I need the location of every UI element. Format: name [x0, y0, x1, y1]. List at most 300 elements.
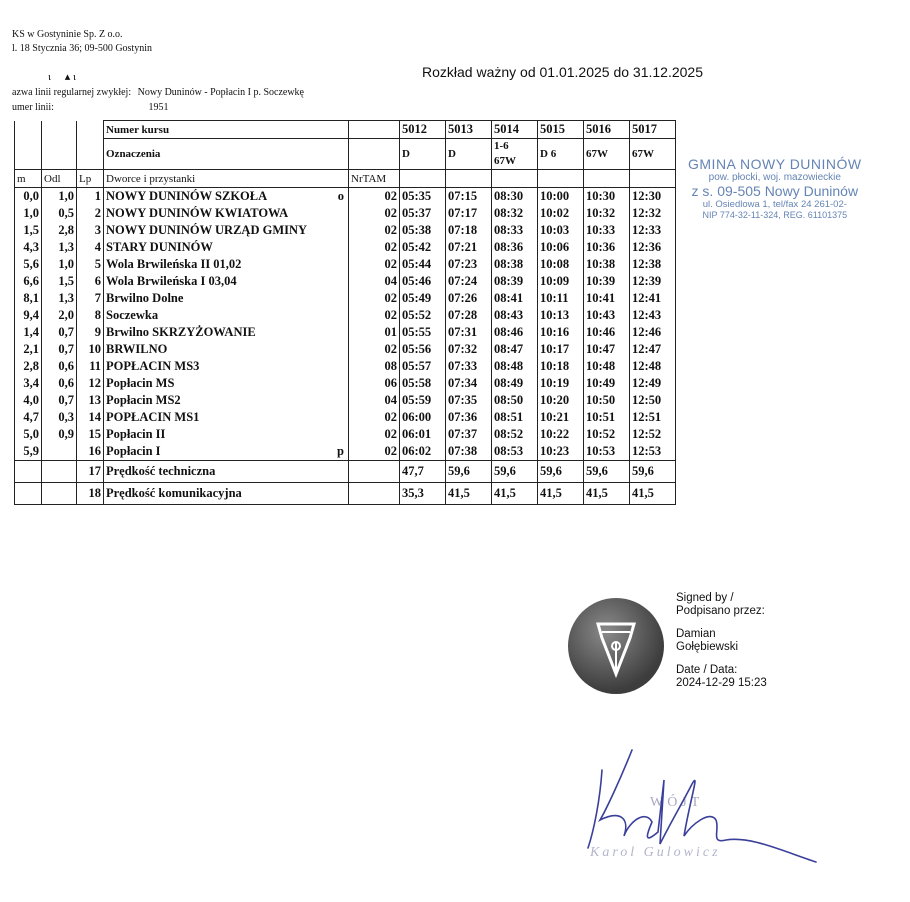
row-nrtam: 02 — [349, 256, 400, 273]
lp-blank — [77, 121, 104, 139]
row-time: 10:03 — [538, 222, 584, 239]
km-blank — [15, 461, 42, 483]
odl-blank — [42, 121, 77, 139]
marking-primary: 1-6 — [494, 140, 509, 152]
row-time: 10:47 — [584, 341, 630, 358]
pen-nib-icon — [568, 598, 664, 694]
row-time: 12:50 — [630, 392, 676, 409]
row-time: 10:06 — [538, 239, 584, 256]
signer-first-name: Damian — [676, 628, 716, 640]
row-odl: 1,5 — [42, 273, 77, 290]
stop-name: POPŁACIN MS1 — [106, 410, 200, 424]
row-time: 05:37 — [400, 205, 446, 222]
row-time: 08:36 — [492, 239, 538, 256]
row-nrtam: 02 — [349, 307, 400, 324]
row-nrtam: 02 — [349, 222, 400, 239]
row-time: 12:48 — [630, 358, 676, 375]
row-time: 08:52 — [492, 426, 538, 443]
stop-name: BRWILNO — [106, 342, 168, 356]
row-km: 9,4 — [15, 307, 42, 324]
speed-value: 47,7 — [400, 461, 446, 483]
row-stop — [104, 273, 349, 290]
row-nrtam: 04 — [349, 273, 400, 290]
row-km: 2,8 — [15, 358, 42, 375]
row-stop — [104, 426, 349, 443]
row-time: 07:26 — [446, 290, 492, 307]
stop-name: Soczewka — [106, 308, 159, 322]
date-label: Date / Data: — [676, 664, 738, 676]
row-time: 10:36 — [584, 239, 630, 256]
row-time: 08:32 — [492, 205, 538, 222]
course-number: 5016 — [584, 121, 630, 139]
odl-blank — [42, 483, 77, 505]
row-lp: 15 — [77, 426, 104, 443]
course-marking — [492, 139, 538, 170]
speed-value: 41,5 — [584, 483, 630, 505]
row-odl: 1,0 — [42, 188, 77, 206]
marking-primary: 67W — [632, 147, 654, 160]
col-odl: Odl — [42, 170, 77, 188]
row-time: 10:00 — [538, 188, 584, 206]
marking-primary: D — [402, 147, 410, 160]
stamp-line2: pow. płocki, woj. mazowieckie — [708, 172, 841, 183]
course-marking — [584, 139, 630, 170]
signed-by-label: Signed by / — [676, 592, 734, 604]
row-time: 05:44 — [400, 256, 446, 273]
speed-technical-row — [15, 461, 676, 483]
row-time: 10:50 — [584, 392, 630, 409]
signed-by-label-pl: Podpisano przez: — [676, 605, 765, 617]
speed-value: 41,5 — [492, 483, 538, 505]
row-km: 4,7 — [15, 409, 42, 426]
row-time: 12:47 — [630, 341, 676, 358]
row-time: 08:38 — [492, 256, 538, 273]
row-time: 08:46 — [492, 324, 538, 341]
nrtam-blank — [349, 139, 400, 170]
row-nrtam: 02 — [349, 426, 400, 443]
row-stop — [104, 341, 349, 358]
nrtam-blank — [349, 461, 400, 483]
row-stop — [104, 222, 349, 239]
row-lp: 11 — [77, 358, 104, 375]
row-time: 06:01 — [400, 426, 446, 443]
speed-value: 59,6 — [630, 461, 676, 483]
row-time: 10:38 — [584, 256, 630, 273]
row-lp: 8 — [77, 307, 104, 324]
row-time: 12:52 — [630, 426, 676, 443]
row-stop — [104, 239, 349, 256]
stop-name: STARY DUNINÓW — [106, 240, 213, 254]
row-time: 07:23 — [446, 256, 492, 273]
row-time: 12:32 — [630, 205, 676, 222]
row-nrtam: 02 — [349, 205, 400, 222]
stop-name: Popłacin II — [106, 427, 166, 441]
row-lp: 5 — [77, 256, 104, 273]
col-time-blank — [400, 170, 446, 188]
row-time: 10:46 — [584, 324, 630, 341]
row-time: 10:49 — [584, 375, 630, 392]
col-stops: Dworce i przystanki — [104, 170, 349, 188]
row-nrtam: 02 — [349, 188, 400, 206]
table-row — [15, 358, 676, 375]
row-time: 12:38 — [630, 256, 676, 273]
speed-value: 41,5 — [538, 483, 584, 505]
row-km: 5,6 — [15, 256, 42, 273]
municipality-stamp — [688, 156, 862, 220]
row-time: 10:48 — [584, 358, 630, 375]
row-lp: 4 — [77, 239, 104, 256]
row-time: 07:37 — [446, 426, 492, 443]
stop-name: POPŁACIN MS3 — [106, 359, 200, 373]
company-name: KS w Gostyninie Sp. Z o.o. — [12, 29, 123, 40]
row-time: 10:23 — [538, 443, 584, 461]
row-time: 12:30 — [630, 188, 676, 206]
row-time: 07:28 — [446, 307, 492, 324]
timetable — [14, 120, 676, 505]
row-lp: 16 — [77, 443, 104, 461]
row-time: 12:39 — [630, 273, 676, 290]
row-odl: 2,8 — [42, 222, 77, 239]
row-stop — [104, 392, 349, 409]
row-time: 10:18 — [538, 358, 584, 375]
row-time: 05:35 — [400, 188, 446, 206]
row-time: 10:39 — [584, 273, 630, 290]
stop-flag: o — [337, 189, 344, 203]
row-time: 10:17 — [538, 341, 584, 358]
row-time: 10:19 — [538, 375, 584, 392]
table-row — [15, 375, 676, 392]
handwritten-signature — [560, 740, 840, 880]
row-time: 10:51 — [584, 409, 630, 426]
stop-name: NOWY DUNINÓW SZKOŁA — [106, 189, 268, 203]
row-time: 05:52 — [400, 307, 446, 324]
row-time: 12:33 — [630, 222, 676, 239]
row-time: 08:50 — [492, 392, 538, 409]
speed-value: 59,6 — [538, 461, 584, 483]
row-time: 08:49 — [492, 375, 538, 392]
stamp-line1: GMINA NOWY DUNINÓW — [688, 156, 862, 172]
row-time: 10:13 — [538, 307, 584, 324]
row-time: 12:53 — [630, 443, 676, 461]
marking-label: Oznaczenia — [104, 139, 349, 170]
row-nrtam: 02 — [349, 443, 400, 461]
row-time: 10:16 — [538, 324, 584, 341]
table-row — [15, 222, 676, 239]
stop-name: Wola Brwileńska I 03,04 — [106, 274, 237, 288]
col-lp: Lp — [77, 170, 104, 188]
row-time: 05:38 — [400, 222, 446, 239]
stop-name: Wola Brwileńska II 01,02 — [106, 257, 242, 271]
row-stop — [104, 205, 349, 222]
marking-primary: 67W — [586, 147, 608, 160]
row-km: 3,4 — [15, 375, 42, 392]
nrtam-blank — [349, 483, 400, 505]
row-lp: 12 — [77, 375, 104, 392]
row-stop — [104, 375, 349, 392]
row-time: 10:32 — [584, 205, 630, 222]
marking-secondary: 67W — [494, 155, 516, 167]
table-row — [15, 239, 676, 256]
row-time: 07:21 — [446, 239, 492, 256]
row-time: 12:51 — [630, 409, 676, 426]
row-odl: 0,7 — [42, 392, 77, 409]
row-time: 06:00 — [400, 409, 446, 426]
row-time: 10:02 — [538, 205, 584, 222]
table-row — [15, 341, 676, 358]
row-odl: 0,6 — [42, 375, 77, 392]
row-stop — [104, 324, 349, 341]
course-number: 5012 — [400, 121, 446, 139]
row-lp: 6 — [77, 273, 104, 290]
row-km: 5,9 — [15, 443, 42, 461]
row-odl: 1,3 — [42, 239, 77, 256]
row-lp: 3 — [77, 222, 104, 239]
row-time: 10:30 — [584, 188, 630, 206]
nrtam-blank — [349, 121, 400, 139]
course-number: 5013 — [446, 121, 492, 139]
row-time: 10:08 — [538, 256, 584, 273]
table-row — [15, 273, 676, 290]
stop-flag: p — [337, 444, 344, 458]
row-nrtam: 02 — [349, 409, 400, 426]
stamp-line5: NIP 774-32-11-324, REG. 61101375 — [702, 210, 848, 220]
row-km: 4,3 — [15, 239, 42, 256]
line-name-value: Nowy Duninów - Popłacin I p. Soczewkę — [137, 87, 304, 98]
line-name-label: azwa linii regularnej zwykłej: — [12, 87, 132, 98]
speed-lp: 17 — [77, 461, 104, 483]
row-time: 06:02 — [400, 443, 446, 461]
col-km: m — [15, 170, 42, 188]
stop-name: Popłacin I — [106, 444, 161, 458]
table-row — [15, 205, 676, 222]
speed-value: 59,6 — [446, 461, 492, 483]
row-lp: 13 — [77, 392, 104, 409]
marking-primary: D — [448, 147, 456, 160]
row-lp: 14 — [77, 409, 104, 426]
course-number: 5014 — [492, 121, 538, 139]
row-time: 08:30 — [492, 188, 538, 206]
row-time: 08:41 — [492, 290, 538, 307]
row-odl: 0,9 — [42, 426, 77, 443]
course-number: 5015 — [538, 121, 584, 139]
signer-last-name: Gołębiewski — [676, 641, 738, 653]
course-marking — [538, 139, 584, 170]
line-number-row — [12, 101, 168, 114]
row-lp: 9 — [77, 324, 104, 341]
row-time: 08:39 — [492, 273, 538, 290]
table-row — [15, 256, 676, 273]
speed-label: Prędkość komunikacyjna — [104, 483, 349, 505]
row-km: 5,0 — [15, 426, 42, 443]
row-time: 07:31 — [446, 324, 492, 341]
row-km: 1,5 — [15, 222, 42, 239]
header-marking-row — [15, 139, 676, 170]
speed-value: 41,5 — [630, 483, 676, 505]
svg-text:Karol Gulowicz: Karol Gulowicz — [590, 845, 721, 860]
row-nrtam: 02 — [349, 290, 400, 307]
speed-label: Prędkość techniczna — [104, 461, 349, 483]
row-nrtam: 06 — [349, 375, 400, 392]
course-marking — [446, 139, 492, 170]
course-marking — [630, 139, 676, 170]
row-time: 12:36 — [630, 239, 676, 256]
col-time-blank — [584, 170, 630, 188]
row-time: 07:24 — [446, 273, 492, 290]
line-number-label: umer linii: — [12, 102, 54, 113]
col-time-blank — [446, 170, 492, 188]
row-time: 05:57 — [400, 358, 446, 375]
row-km: 1,0 — [15, 205, 42, 222]
stop-name: Brwilno Dolne — [106, 291, 184, 305]
row-time: 05:46 — [400, 273, 446, 290]
stop-name: Popłacin MS2 — [106, 393, 181, 407]
row-time: 10:52 — [584, 426, 630, 443]
row-nrtam: 02 — [349, 341, 400, 358]
row-odl: 0,6 — [42, 358, 77, 375]
row-time: 08:51 — [492, 409, 538, 426]
stamp-line4: ul. Osiedlowa 1, tel/fax 24 261-02- — [702, 199, 847, 210]
validity-text: Rozkład ważny od 01.01.2025 do 31.12.2025 — [422, 64, 703, 80]
row-nrtam: 04 — [349, 392, 400, 409]
speed-value: 41,5 — [446, 483, 492, 505]
row-stop — [104, 256, 349, 273]
row-lp: 7 — [77, 290, 104, 307]
table-row — [15, 409, 676, 426]
row-lp: 2 — [77, 205, 104, 222]
speed-value: 35,3 — [400, 483, 446, 505]
km-blank — [15, 121, 42, 139]
line-number-value: 1951 — [148, 102, 169, 113]
row-time: 07:35 — [446, 392, 492, 409]
row-stop — [104, 188, 349, 206]
row-stop — [104, 358, 349, 375]
row-time: 10:22 — [538, 426, 584, 443]
row-km: 4,0 — [15, 392, 42, 409]
row-stop — [104, 409, 349, 426]
row-time: 10:11 — [538, 290, 584, 307]
row-time: 05:59 — [400, 392, 446, 409]
row-stop — [104, 290, 349, 307]
speed-lp: 18 — [77, 483, 104, 505]
row-stop — [104, 443, 349, 461]
stop-name: Brwilno SKRZYŻOWANIE — [106, 325, 256, 339]
odl-blank — [42, 139, 77, 170]
row-km: 0,0 — [15, 188, 42, 206]
date-value: 2024-12-29 15:23 — [676, 677, 767, 689]
course-marking — [400, 139, 446, 170]
row-odl: 1,3 — [42, 290, 77, 307]
row-time: 10:53 — [584, 443, 630, 461]
table-row — [15, 443, 676, 461]
row-time: 05:58 — [400, 375, 446, 392]
row-time: 08:47 — [492, 341, 538, 358]
scan-mark: ι ▴ ι — [48, 71, 76, 83]
row-time: 07:36 — [446, 409, 492, 426]
marking-primary: D 6 — [540, 147, 557, 160]
row-time: 05:56 — [400, 341, 446, 358]
speed-commercial-row — [15, 483, 676, 505]
row-odl: 1,0 — [42, 256, 77, 273]
row-time: 07:34 — [446, 375, 492, 392]
row-time: 10:33 — [584, 222, 630, 239]
row-time: 10:09 — [538, 273, 584, 290]
col-time-blank — [630, 170, 676, 188]
header-course-row — [15, 121, 676, 139]
odl-blank — [42, 461, 77, 483]
row-time: 07:18 — [446, 222, 492, 239]
row-time: 07:17 — [446, 205, 492, 222]
row-nrtam: 01 — [349, 324, 400, 341]
row-lp: 1 — [77, 188, 104, 206]
row-odl: 2,0 — [42, 307, 77, 324]
row-stop — [104, 307, 349, 324]
row-time: 10:21 — [538, 409, 584, 426]
row-time: 05:55 — [400, 324, 446, 341]
esign-block — [676, 592, 767, 690]
row-time: 08:53 — [492, 443, 538, 461]
row-time: 05:42 — [400, 239, 446, 256]
course-label: Numer kursu — [104, 121, 349, 139]
row-odl: 0,7 — [42, 324, 77, 341]
km-blank — [15, 139, 42, 170]
table-row — [15, 188, 676, 206]
line-name-row — [12, 86, 304, 99]
row-time: 12:49 — [630, 375, 676, 392]
row-lp: 10 — [77, 341, 104, 358]
row-time: 10:41 — [584, 290, 630, 307]
stamp-line3: z s. 09-505 Nowy Duninów — [691, 183, 859, 199]
row-odl: 0,7 — [42, 341, 77, 358]
col-nrtam: NrTAM — [349, 170, 400, 188]
row-time: 05:49 — [400, 290, 446, 307]
table-row — [15, 307, 676, 324]
stop-name: Popłacin MS — [106, 376, 175, 390]
speed-value: 59,6 — [584, 461, 630, 483]
table-row — [15, 290, 676, 307]
row-time: 07:38 — [446, 443, 492, 461]
row-time: 08:33 — [492, 222, 538, 239]
row-time: 10:43 — [584, 307, 630, 324]
row-time: 12:41 — [630, 290, 676, 307]
table-row — [15, 324, 676, 341]
row-odl: 0,3 — [42, 409, 77, 426]
km-blank — [15, 483, 42, 505]
row-time: 08:43 — [492, 307, 538, 324]
row-nrtam: 08 — [349, 358, 400, 375]
row-km: 6,6 — [15, 273, 42, 290]
col-time-blank — [538, 170, 584, 188]
row-odl — [42, 443, 77, 461]
row-time: 12:46 — [630, 324, 676, 341]
company-address: l. 18 Stycznia 36; 09-500 Gostynin — [12, 43, 152, 54]
lp-blank — [77, 139, 104, 170]
row-km: 8,1 — [15, 290, 42, 307]
row-km: 1,4 — [15, 324, 42, 341]
course-number: 5017 — [630, 121, 676, 139]
stop-name: NOWY DUNINÓW KWIATOWA — [106, 206, 289, 220]
table-row — [15, 426, 676, 443]
row-time: 07:15 — [446, 188, 492, 206]
row-odl: 0,5 — [42, 205, 77, 222]
row-km: 2,1 — [15, 341, 42, 358]
row-time: 07:33 — [446, 358, 492, 375]
col-time-blank — [492, 170, 538, 188]
header-column-row — [15, 170, 676, 188]
row-time: 10:20 — [538, 392, 584, 409]
svg-text:WÓJT: WÓJT — [650, 795, 704, 810]
row-nrtam: 02 — [349, 239, 400, 256]
row-time: 12:43 — [630, 307, 676, 324]
